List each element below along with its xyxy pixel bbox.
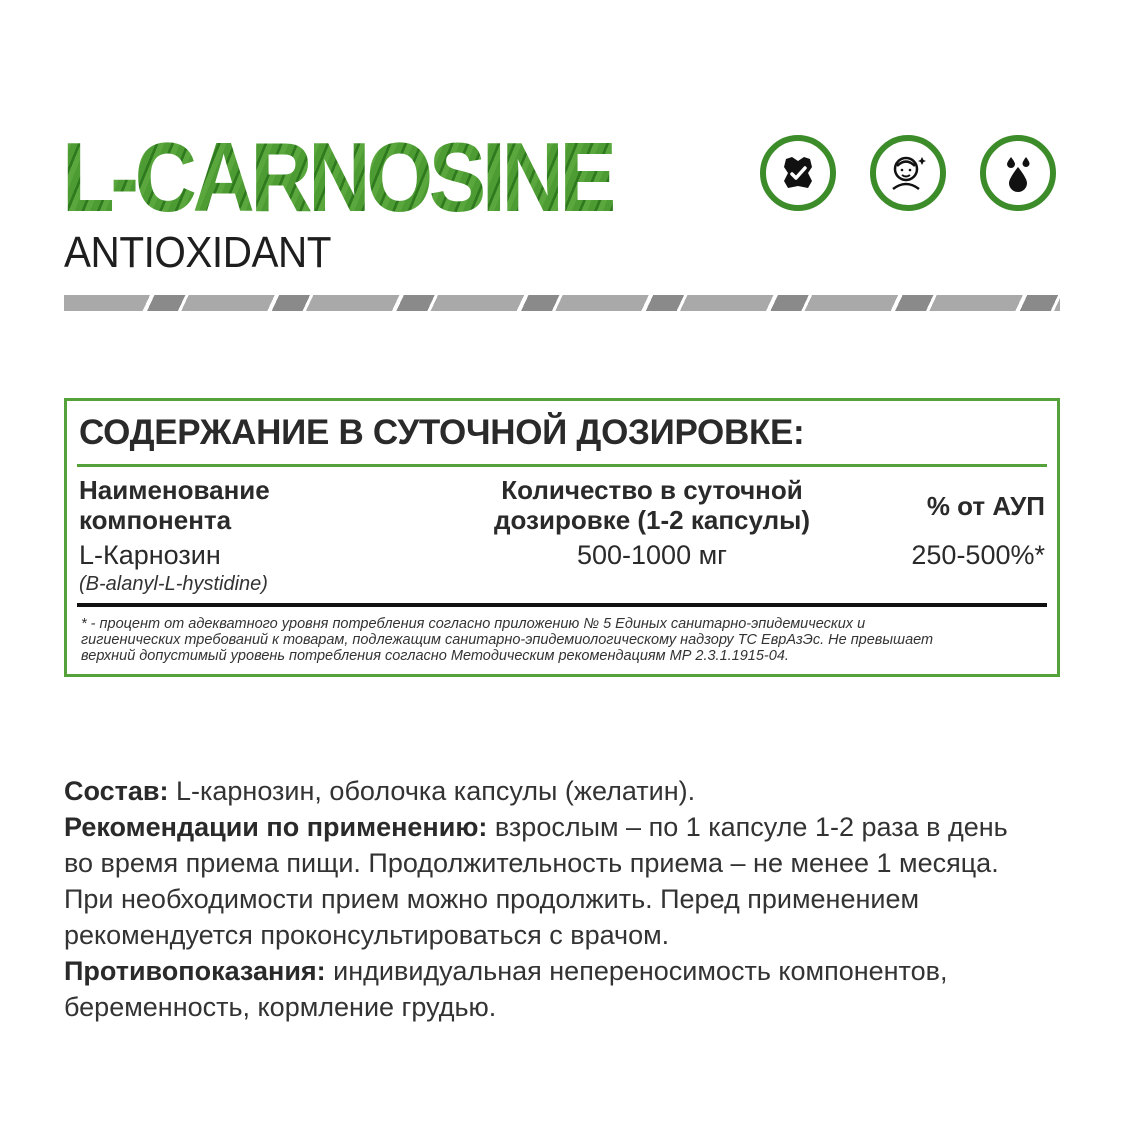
usage-label: Рекомендации по применению: [64, 812, 488, 842]
product-info [64, 773, 1064, 1025]
water-drops-icon [980, 135, 1056, 211]
usage-text-line: рекомендуется проконсультироваться с врачом. [64, 920, 670, 950]
composition-paragraph [64, 773, 1064, 809]
composition-text: L-карнозин, оболочка капсулы (желатин). [168, 776, 696, 806]
usage-text-line: При необходимости прием можно продолжить. Перед применением [64, 884, 920, 914]
component-name: L-Карнозин [79, 540, 221, 570]
dosage-table-title: СОДЕРЖАНИЕ В СУТОЧНОЙ ДОЗИРОВКЕ: [79, 413, 805, 452]
footnote: * - процент от адекватного уровня потребления согласно приложению № 5 Единых санитарно-эпидемических и гигиенических требований к товарам, подлежащим санитарно-эпидемиологическому надзору ТС ЕврАзЭс. Не превышает верхний допустимый уровень потребления согласно Методическим рекомендациям МР 2.3.1.1915-04. [81, 616, 934, 664]
component-quantity: 500-1000 мг [576, 540, 728, 570]
composition-label: Состав: [64, 776, 169, 806]
decorative-divider [64, 295, 1060, 311]
usage-text-line: во время приема пищи. Продолжительность приема – не менее 1 месяца. [64, 848, 999, 878]
contraindications-text-line: беременность, кормление грудью. [64, 992, 497, 1022]
skin-leather-icon [760, 135, 836, 211]
feature-icons [760, 135, 1056, 211]
column-header-name: Наименование компонента [79, 475, 270, 535]
beauty-face-icon [870, 135, 946, 211]
table-footer-divider [77, 603, 1047, 607]
column-header-quantity: Количество в суточной дозировке (1-2 капсулы) [494, 475, 810, 535]
column-header-percent: % от АУП [926, 491, 1045, 521]
table-header-divider [77, 464, 1047, 467]
component-latin-name: (B-alanyl-L-hystidine) [79, 573, 268, 595]
component-percent: 250-500%* [911, 540, 1045, 570]
product-title: L-CARNOSINE [62, 122, 613, 232]
usage-paragraph: Рекомендации по применению: взрослым – по 1 капсуле 1-2 раза в день [64, 812, 1008, 842]
dosage-table [64, 398, 1060, 677]
product-subtitle: ANTIOXIDANT [64, 228, 332, 277]
contraindications-label: Противопоказания: [64, 956, 326, 986]
contraindications-paragraph: Противопоказания: индивидуальная непереносимость компонентов, [64, 956, 948, 986]
